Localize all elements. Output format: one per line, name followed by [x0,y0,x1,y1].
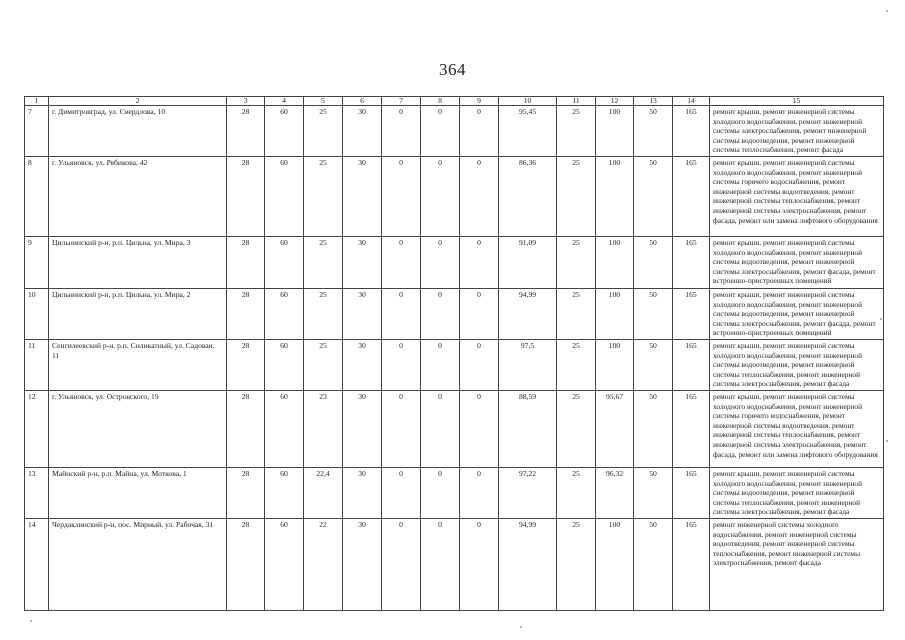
value-cell-12: 100 [596,288,634,339]
scan-speck [30,620,32,622]
value-cell-4: 60 [265,106,304,157]
table-row [25,106,884,157]
works-description-cell: ремонт крыши, ремонт инженерной системы холодного водоснабжения, ремонт инженерной системы водоотведения, ремонт инженерной системы электроснабжения, ремонт фасада, ремонт встроенно-пристроенных помещений [710,288,884,339]
value-cell-10: 94,99 [499,288,557,339]
works-description-cell: ремонт крыши, ремонт инженерной системы холодного водоснабжения, ремонт инженерной системы водоотведения, ремонт инженерной системы электроснабжения, ремонт фасада, ремонт встроенно-пристроенных помещений [710,236,884,288]
value-cell-8: 0 [421,156,460,236]
value-cell-4: 60 [265,518,304,610]
value-cell-5: 25 [304,288,343,339]
table-row [25,390,884,467]
works-description-cell: ремонт крыши, ремонт инженерной системы холодного водоснабжения, ремонт инженерной системы горячего водоснабжения, ремонт инженерной системы водоотведения, ремонт инженерной системы теплоснабжения, ремонт инженерной системы электроснабжения, ремонт фасада, ремонт или замена лифтового оборудования [710,156,884,236]
value-cell-4: 60 [265,288,304,339]
scan-speck [880,318,882,320]
value-cell-10: 88,59 [499,390,557,467]
value-cell-7: 0 [382,339,421,390]
value-cell-10: 94,99 [499,518,557,610]
value-cell-9: 0 [460,156,499,236]
value-cell-11: 25 [557,156,596,236]
value-cell-8: 0 [421,106,460,157]
value-cell-8: 0 [421,288,460,339]
value-cell-4: 60 [265,390,304,467]
table-body [25,106,884,611]
column-header-1: 1 [25,97,49,106]
column-header-9: 9 [460,97,499,106]
value-cell-13: 50 [634,288,673,339]
value-cell-14: 165 [673,236,710,288]
value-cell-8: 0 [421,339,460,390]
scan-speck [886,440,888,442]
works-description-cell: ремонт крыши, ремонт инженерной системы холодного водоснабжения, ремонт инженерной системы водоотведения, ремонт инженерной системы теплоснабжения, ремонт инженерной системы электроснабжения, ремонт фасада [710,339,884,390]
column-header-3: 3 [227,97,265,106]
value-cell-5: 22 [304,518,343,610]
value-cell-7: 0 [382,106,421,157]
value-cell-13: 50 [634,339,673,390]
value-cell-3: 28 [227,518,265,610]
value-cell-11: 25 [557,106,596,157]
address-cell: г. Ульяновск, ул. Островского, 19 [49,390,227,467]
value-cell-5: 25 [304,156,343,236]
row-number-cell: 13 [25,467,49,518]
works-description-cell: ремонт крыши, ремонт инженерной системы холодного водоснабжения, ремонт инженерной системы водоотведения, ремонт инженерной системы теплоснабжения, ремонт инженерной системы электроснабжения, ремонт фасада [710,467,884,518]
column-header-10: 10 [499,97,557,106]
table-row [25,467,884,518]
value-cell-9: 0 [460,106,499,157]
table-row [25,156,884,236]
works-description-cell: ремонт крыши, ремонт инженерной системы холодного водоснабжения, ремонт инженерной системы горячего водоснабжения, ремонт инженерной системы водоотведения, ремонт инженерной системы теплоснабжения, ремонт инженерной системы электроснабжения, ремонт фасада, ремонт или замена лифтового оборудования [710,390,884,467]
value-cell-10: 97,22 [499,467,557,518]
value-cell-10: 91,09 [499,236,557,288]
table-row [25,518,884,610]
value-cell-6: 30 [343,288,382,339]
value-cell-14: 165 [673,467,710,518]
address-cell: Сенгилеевский р-н, р.п. Силикатный, ул. Садовая, 11 [49,339,227,390]
row-number-cell: 11 [25,339,49,390]
value-cell-7: 0 [382,467,421,518]
value-cell-9: 0 [460,390,499,467]
value-cell-14: 165 [673,106,710,157]
value-cell-5: 25 [304,106,343,157]
value-cell-12: 100 [596,339,634,390]
value-cell-4: 60 [265,156,304,236]
header-row [25,97,884,106]
value-cell-14: 165 [673,156,710,236]
row-number-cell: 14 [25,518,49,610]
row-number-cell: 7 [25,106,49,157]
value-cell-11: 25 [557,288,596,339]
value-cell-9: 0 [460,518,499,610]
value-cell-6: 30 [343,339,382,390]
address-cell: г. Ульяновск, ул. Рябикова, 42 [49,156,227,236]
value-cell-4: 60 [265,339,304,390]
row-number-cell: 10 [25,288,49,339]
value-cell-9: 0 [460,236,499,288]
value-cell-14: 165 [673,518,710,610]
value-cell-6: 30 [343,156,382,236]
column-header-8: 8 [421,97,460,106]
column-header-13: 13 [634,97,673,106]
address-cell: Чердаклинский р-н, пос. Мирный, ул. Рабочая, 31 [49,518,227,610]
value-cell-11: 25 [557,236,596,288]
value-cell-9: 0 [460,339,499,390]
value-cell-12: 100 [596,236,634,288]
value-cell-5: 23 [304,390,343,467]
value-cell-5: 25 [304,236,343,288]
value-cell-12: 100 [596,518,634,610]
value-cell-3: 28 [227,106,265,157]
value-cell-7: 0 [382,236,421,288]
value-cell-4: 60 [265,467,304,518]
value-cell-14: 165 [673,288,710,339]
repair-plan-table [24,96,884,611]
page-number: 364 [439,60,466,79]
value-cell-12: 100 [596,106,634,157]
value-cell-12: 96,32 [596,467,634,518]
value-cell-3: 28 [227,236,265,288]
address-cell: г. Димитровград, ул. Свердлова, 10 [49,106,227,157]
value-cell-14: 165 [673,339,710,390]
value-cell-3: 28 [227,339,265,390]
value-cell-9: 0 [460,467,499,518]
value-cell-4: 60 [265,236,304,288]
value-cell-10: 97,5 [499,339,557,390]
value-cell-5: 22,4 [304,467,343,518]
works-description-cell: ремонт крыши, ремонт инженерной системы холодного водоснабжения, ремонт инженерной системы электроснабжения, ремонт инженерной системы водоотведения, ремонт инженерной системы теплоснабжения, ремонт фасада [710,106,884,157]
value-cell-13: 50 [634,156,673,236]
column-header-2: 2 [49,97,227,106]
address-cell: Майнский р-н, р.п. Майна, ул. Моткова, 1 [49,467,227,518]
value-cell-8: 0 [421,518,460,610]
value-cell-6: 30 [343,518,382,610]
value-cell-3: 28 [227,288,265,339]
value-cell-5: 25 [304,339,343,390]
value-cell-13: 50 [634,518,673,610]
column-header-5: 5 [304,97,343,106]
value-cell-3: 28 [227,390,265,467]
value-cell-11: 25 [557,390,596,467]
value-cell-7: 0 [382,518,421,610]
value-cell-8: 0 [421,467,460,518]
value-cell-13: 50 [634,467,673,518]
value-cell-13: 50 [634,236,673,288]
value-cell-8: 0 [421,390,460,467]
value-cell-7: 0 [382,390,421,467]
works-description-cell: ремонт инженерной системы холодного водоснабжения, ремонт инженерной системы водоотведения, ремонт инженерной системы теплоснабжения, ремонт инженерной системы электроснабжения, ремонт фасада [710,518,884,610]
table-row [25,339,884,390]
value-cell-8: 0 [421,236,460,288]
value-cell-6: 30 [343,236,382,288]
column-header-7: 7 [382,97,421,106]
value-cell-12: 95,67 [596,390,634,467]
row-number-cell: 8 [25,156,49,236]
column-header-12: 12 [596,97,634,106]
table-row [25,236,884,288]
value-cell-6: 30 [343,106,382,157]
row-number-cell: 12 [25,390,49,467]
column-header-4: 4 [265,97,304,106]
value-cell-13: 50 [634,390,673,467]
column-header-11: 11 [557,97,596,106]
value-cell-12: 100 [596,156,634,236]
value-cell-11: 25 [557,339,596,390]
value-cell-9: 0 [460,288,499,339]
scan-speck [520,626,522,628]
value-cell-3: 28 [227,156,265,236]
address-cell: Цильнинский р-н, р.п. Цильна, ул. Мира, 2 [49,288,227,339]
value-cell-10: 86,36 [499,156,557,236]
value-cell-6: 30 [343,467,382,518]
value-cell-11: 25 [557,518,596,610]
value-cell-10: 95,45 [499,106,557,157]
value-cell-6: 30 [343,390,382,467]
value-cell-13: 50 [634,106,673,157]
scan-speck [886,10,888,12]
column-header-15: 15 [710,97,884,106]
row-number-cell: 9 [25,236,49,288]
table-row [25,288,884,339]
value-cell-7: 0 [382,288,421,339]
value-cell-7: 0 [382,156,421,236]
column-header-14: 14 [673,97,710,106]
value-cell-14: 165 [673,390,710,467]
value-cell-11: 25 [557,467,596,518]
address-cell: Цильнинский р-н, р.п. Цильна, ул. Мира, 3 [49,236,227,288]
column-header-6: 6 [343,97,382,106]
value-cell-3: 28 [227,467,265,518]
